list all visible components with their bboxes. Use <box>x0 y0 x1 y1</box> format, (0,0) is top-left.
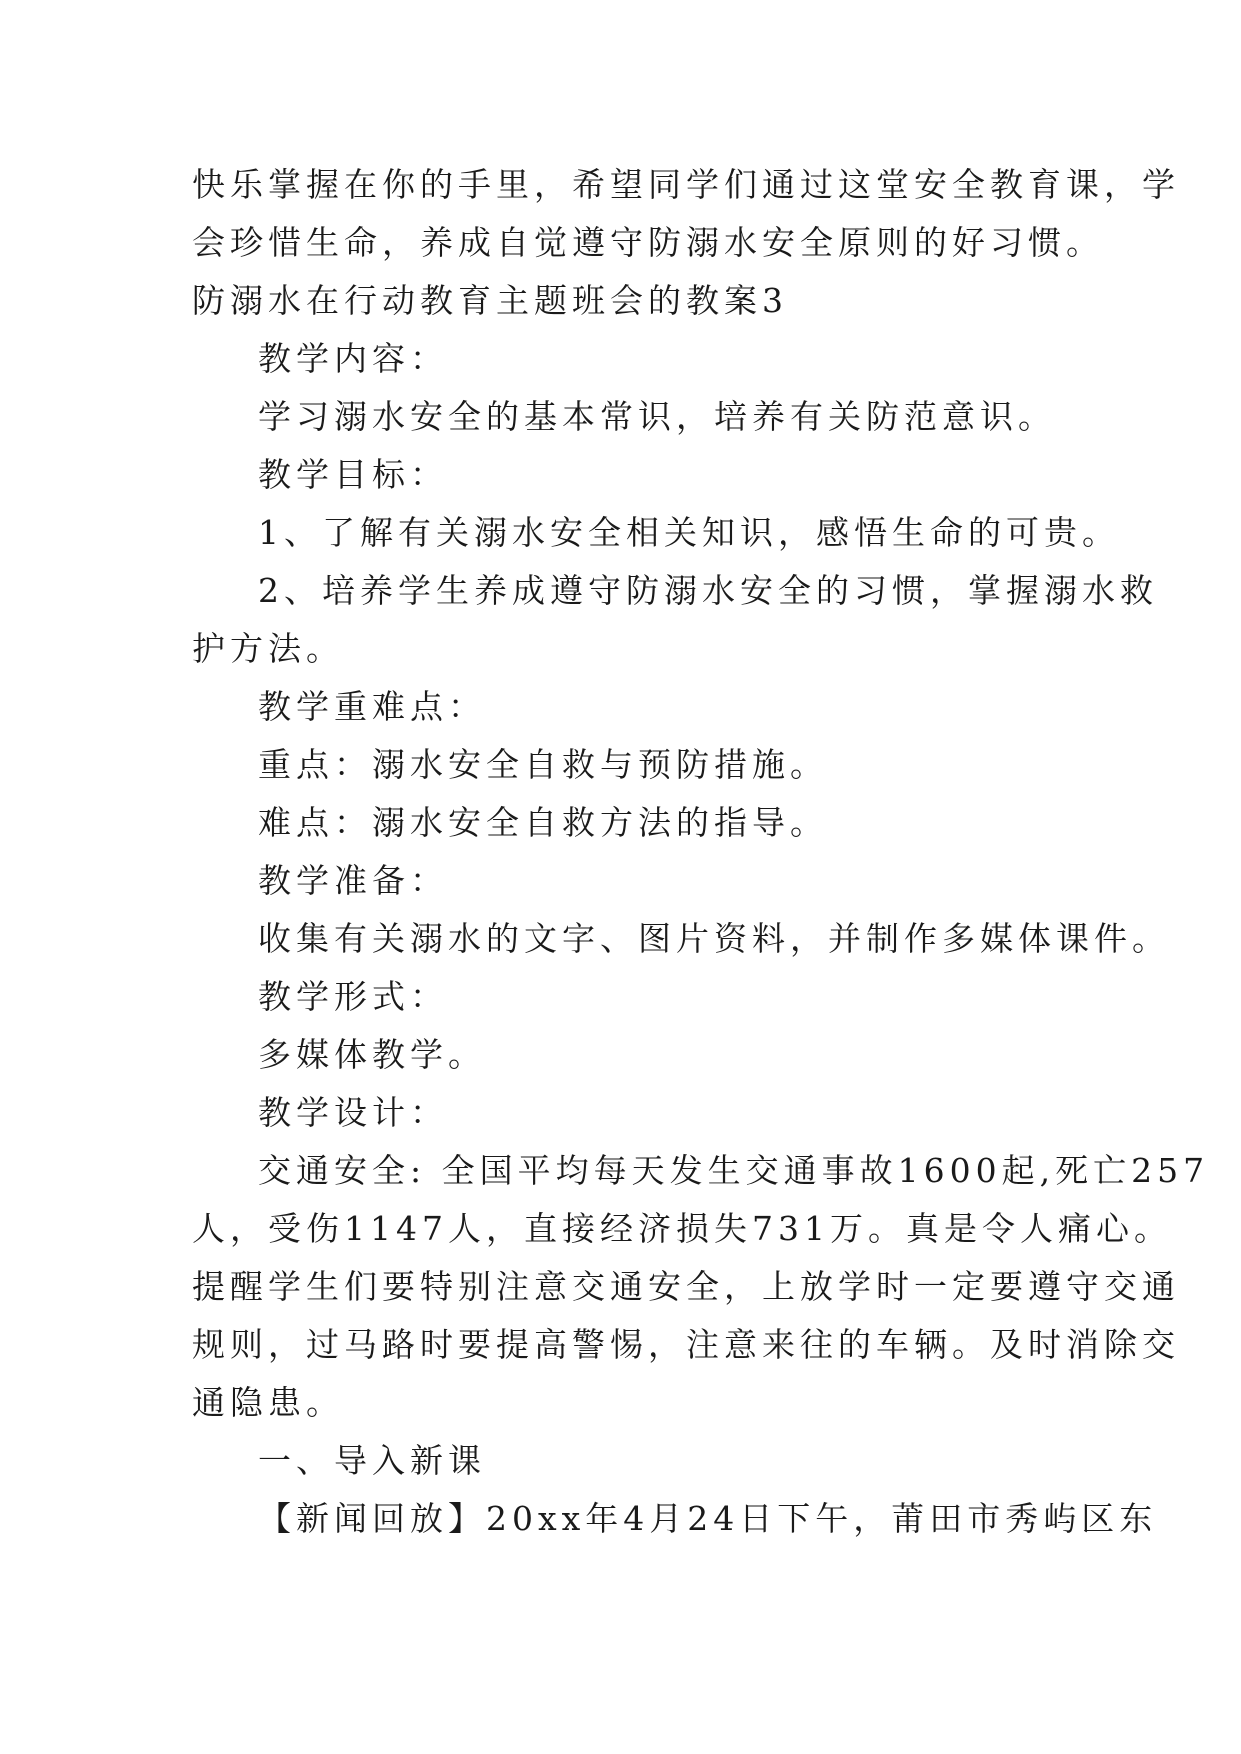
paragraph-line: 教学形式： <box>258 977 448 1016</box>
paragraph-line: 学习溺水安全的基本常识，培养有关防范意识。 <box>258 397 1056 436</box>
paragraph-line: 教学准备： <box>258 861 448 900</box>
paragraph-line: 快乐掌握在你的手里，希望同学们通过这堂安全教育课，学 <box>192 165 1180 204</box>
paragraph-line: 规则，过马路时要提高警惕，注意来往的车辆。及时消除交 <box>192 1325 1180 1364</box>
paragraph-line: 多媒体教学。 <box>258 1035 486 1074</box>
paragraph-line: 会珍惜生命，养成自觉遵守防溺水安全原则的好习惯。 <box>192 223 1104 262</box>
paragraph-line: 教学内容： <box>258 339 448 378</box>
paragraph-line: 收集有关溺水的文字、图片资料，并制作多媒体课件。 <box>258 919 1170 958</box>
paragraph-line: 护方法。 <box>192 629 344 668</box>
paragraph-line: 重点：溺水安全自救与预防措施。 <box>258 745 828 784</box>
paragraph-line: 通隐患。 <box>192 1383 344 1422</box>
paragraph-line: 【新闻回放】20xx年4月24日下午，莆田市秀屿区东 <box>258 1499 1158 1538</box>
paragraph-line: 教学目标： <box>258 455 448 494</box>
paragraph-line: 难点：溺水安全自救方法的指导。 <box>258 803 828 842</box>
paragraph-line: 1、了解有关溺水安全相关知识，感悟生命的可贵。 <box>258 513 1120 552</box>
paragraph-line: 提醒学生们要特别注意交通安全，上放学时一定要遵守交通 <box>192 1267 1180 1306</box>
paragraph-line: 教学重难点： <box>258 687 486 726</box>
paragraph-line: 人，受伤1147人，直接经济损失731万。真是令人痛心。 <box>192 1209 1172 1248</box>
paragraph-line: 教学设计： <box>258 1093 448 1132</box>
paragraph-line: 交通安全: 全国平均每天发生交通事故1600起,死亡257 <box>258 1151 1210 1190</box>
paragraph-line: 一、导入新课 <box>258 1441 486 1480</box>
section-heading: 防溺水在行动教育主题班会的教案3 <box>192 281 788 320</box>
paragraph-line: 2、培养学生养成遵守防溺水安全的习惯，掌握溺水救 <box>258 571 1158 610</box>
